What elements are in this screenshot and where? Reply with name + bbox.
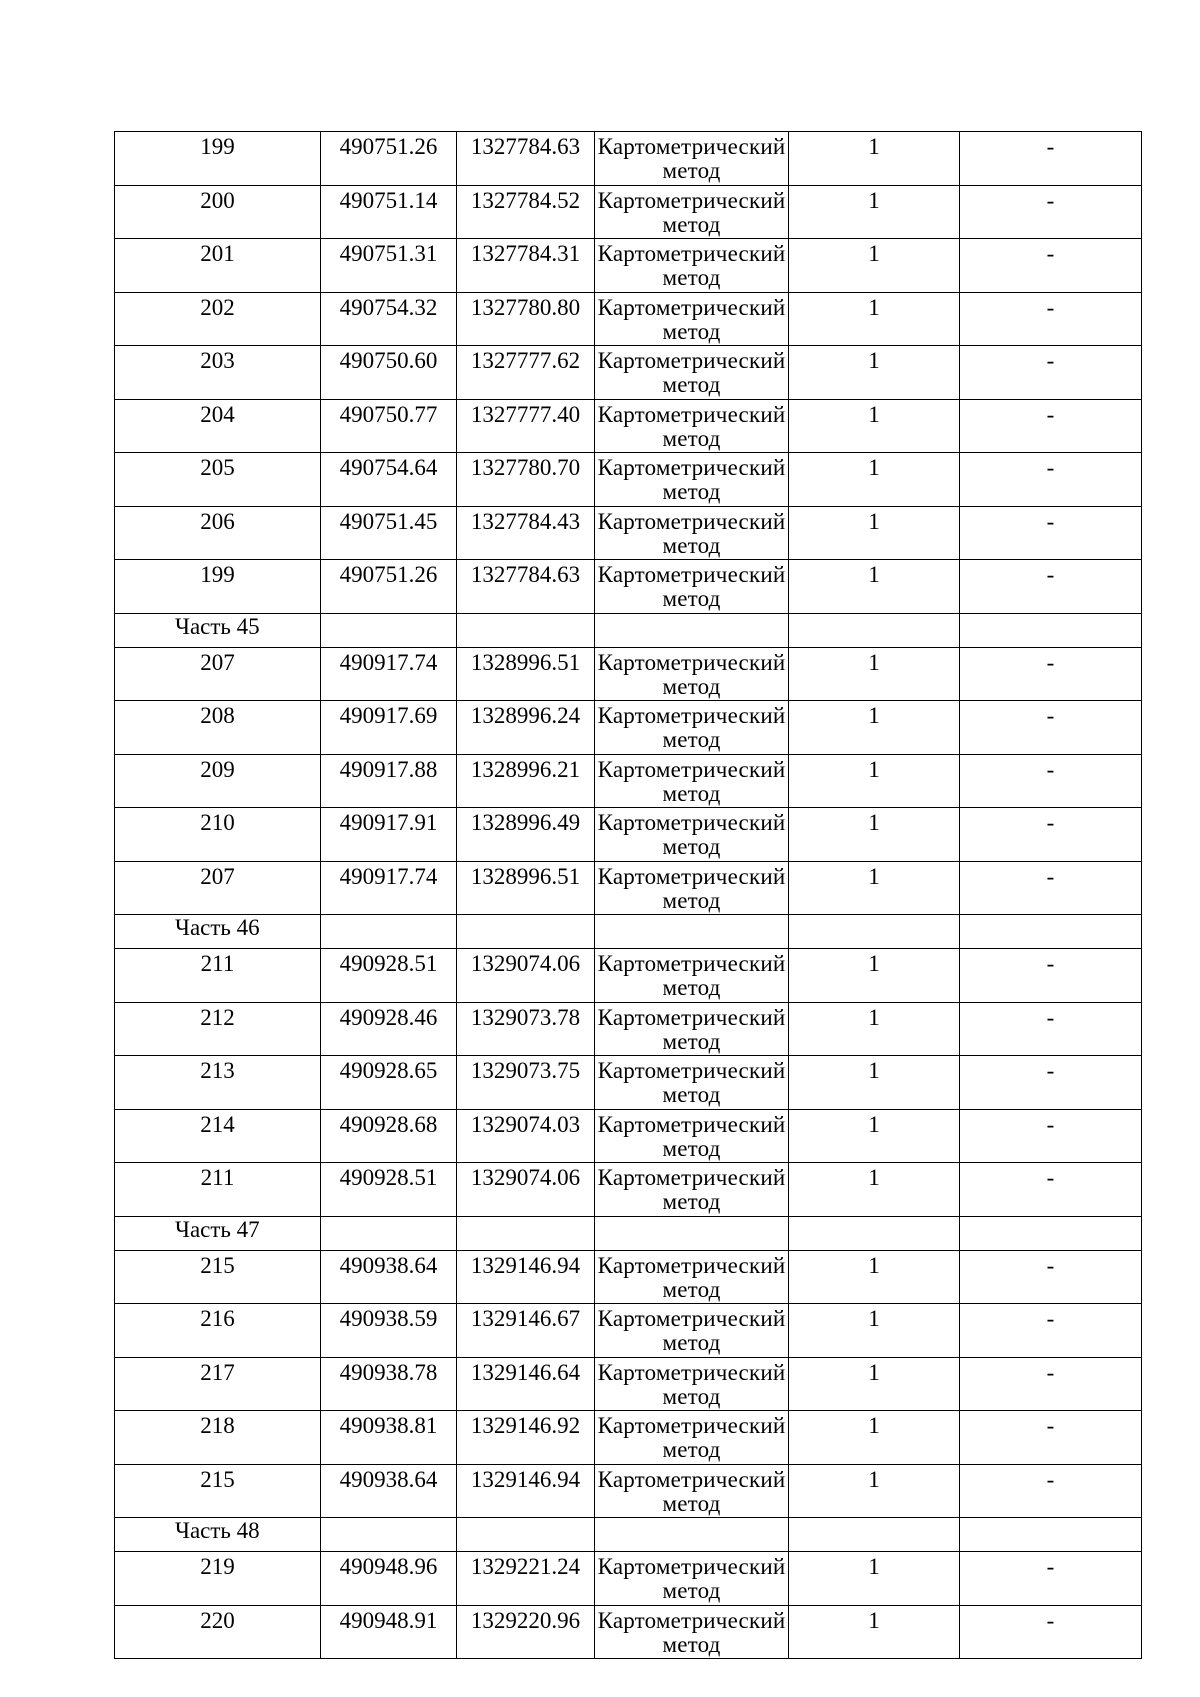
- note-cell: -: [960, 701, 1142, 755]
- method-cell: [595, 808, 789, 862]
- method-cell: [595, 1163, 789, 1217]
- accuracy-cell: 1: [789, 239, 960, 293]
- method-line-2: метод: [662, 1028, 721, 1054]
- part-row: [115, 915, 1142, 949]
- x-coordinate-cell: 490754.32: [321, 292, 457, 346]
- accuracy-cell: 1: [789, 1250, 960, 1304]
- method-cell: [595, 949, 789, 1003]
- x-coordinate-cell: 490751.26: [321, 132, 457, 186]
- accuracy-cell: 1: [789, 132, 960, 186]
- method-line-1: Картометрический: [597, 1111, 786, 1137]
- point-number-cell: 199: [115, 560, 321, 614]
- x-coordinate-cell: 490948.91: [321, 1605, 457, 1659]
- accuracy-cell: 1: [789, 399, 960, 453]
- point-number-cell: 207: [115, 861, 321, 915]
- table-row: [115, 1552, 1142, 1606]
- method-line-1: Картометрический: [597, 1004, 786, 1030]
- method-line-2: метод: [662, 532, 721, 558]
- note-cell: -: [960, 861, 1142, 915]
- empty-cell: [789, 1518, 960, 1552]
- method-line-1: Картометрический: [597, 703, 786, 728]
- x-coordinate-cell: 490928.51: [321, 1163, 457, 1217]
- method-cell: [595, 1056, 789, 1110]
- table-row: [115, 1163, 1142, 1217]
- method-line-2: метод: [662, 1330, 721, 1355]
- method-line-2: метод: [662, 1490, 721, 1516]
- x-coordinate-cell: 490928.65: [321, 1056, 457, 1110]
- y-coordinate-cell: 1327784.63: [457, 132, 595, 186]
- table-row: [115, 1056, 1142, 1110]
- y-coordinate-cell: 1329146.94: [457, 1250, 595, 1304]
- table-row: [115, 346, 1142, 400]
- method-line-2: метод: [662, 1082, 721, 1107]
- method-line-1: Картометрический: [597, 1359, 786, 1385]
- point-number-cell: 211: [115, 949, 321, 1003]
- method-line-1: Картометрический: [597, 1554, 786, 1579]
- y-coordinate-cell: 1327780.80: [457, 292, 595, 346]
- part-label: Часть 46: [115, 915, 321, 949]
- table-row: [115, 453, 1142, 507]
- accuracy-cell: 1: [789, 1411, 960, 1465]
- method-cell: [595, 1002, 789, 1056]
- note-cell: -: [960, 949, 1142, 1003]
- x-coordinate-cell: 490917.74: [321, 861, 457, 915]
- table-row: [115, 861, 1142, 915]
- empty-cell: [960, 915, 1142, 949]
- table-row: [115, 754, 1142, 808]
- point-number-cell: 215: [115, 1464, 321, 1518]
- method-cell: [595, 1250, 789, 1304]
- note-cell: -: [960, 1357, 1142, 1411]
- y-coordinate-cell: 1328996.49: [457, 808, 595, 862]
- note-cell: -: [960, 1109, 1142, 1163]
- x-coordinate-cell: 490750.60: [321, 346, 457, 400]
- point-number-cell: 212: [115, 1002, 321, 1056]
- empty-cell: [457, 915, 595, 949]
- method-cell: [595, 1411, 789, 1465]
- method-line-2: метод: [662, 887, 721, 913]
- method-line-2: метод: [662, 1631, 721, 1657]
- y-coordinate-cell: 1329146.64: [457, 1357, 595, 1411]
- note-cell: -: [960, 1464, 1142, 1518]
- y-coordinate-cell: 1327784.52: [457, 185, 595, 239]
- method-line-2: метод: [662, 586, 721, 611]
- y-coordinate-cell: 1328996.51: [457, 861, 595, 915]
- table-row: [115, 560, 1142, 614]
- point-number-cell: 208: [115, 701, 321, 755]
- method-line-2: метод: [662, 1437, 721, 1462]
- y-coordinate-cell: 1329146.94: [457, 1464, 595, 1518]
- method-line-2: метод: [662, 780, 721, 806]
- empty-cell: [457, 613, 595, 647]
- y-coordinate-cell: 1328996.51: [457, 647, 595, 701]
- method-line-2: метод: [662, 1276, 721, 1302]
- method-line-1: Картометрический: [597, 241, 786, 266]
- empty-cell: [960, 1216, 1142, 1250]
- table-row: [115, 701, 1142, 755]
- method-line-1: Картометрический: [597, 508, 786, 534]
- note-cell: -: [960, 292, 1142, 346]
- note-cell: -: [960, 185, 1142, 239]
- method-line-1: Картометрический: [597, 134, 786, 159]
- accuracy-cell: 1: [789, 560, 960, 614]
- table-row: [115, 292, 1142, 346]
- method-line-2: метод: [662, 318, 721, 344]
- part-label: Часть 47: [115, 1216, 321, 1250]
- y-coordinate-cell: 1327784.31: [457, 239, 595, 293]
- method-cell: [595, 292, 789, 346]
- part-row: [115, 1216, 1142, 1250]
- point-number-cell: 210: [115, 808, 321, 862]
- method-cell: [595, 701, 789, 755]
- y-coordinate-cell: 1327780.70: [457, 453, 595, 507]
- method-line-2: метод: [662, 975, 721, 1000]
- note-cell: -: [960, 1250, 1142, 1304]
- method-cell: [595, 1552, 789, 1606]
- method-line-1: Картометрический: [597, 863, 786, 889]
- point-number-cell: 201: [115, 239, 321, 293]
- empty-cell: [595, 1216, 789, 1250]
- x-coordinate-cell: 490750.77: [321, 399, 457, 453]
- point-number-cell: 203: [115, 346, 321, 400]
- accuracy-cell: 1: [789, 1357, 960, 1411]
- method-line-1: Картометрический: [597, 1058, 786, 1083]
- method-line-2: метод: [662, 265, 721, 290]
- note-cell: -: [960, 399, 1142, 453]
- accuracy-cell: 1: [789, 861, 960, 915]
- part-row: [115, 613, 1142, 647]
- x-coordinate-cell: 490938.59: [321, 1304, 457, 1358]
- method-cell: [595, 346, 789, 400]
- table-row: [115, 1109, 1142, 1163]
- table-row: [115, 808, 1142, 862]
- note-cell: -: [960, 346, 1142, 400]
- point-number-cell: 219: [115, 1552, 321, 1606]
- coordinates-table: [114, 131, 1142, 1659]
- table-row: [115, 239, 1142, 293]
- accuracy-cell: 1: [789, 1605, 960, 1659]
- accuracy-cell: 1: [789, 1163, 960, 1217]
- note-cell: -: [960, 560, 1142, 614]
- method-cell: [595, 861, 789, 915]
- accuracy-cell: 1: [789, 346, 960, 400]
- empty-cell: [960, 1518, 1142, 1552]
- method-cell: [595, 1464, 789, 1518]
- method-line-1: Картометрический: [597, 1165, 786, 1190]
- x-coordinate-cell: 490917.88: [321, 754, 457, 808]
- table-row: [115, 399, 1142, 453]
- x-coordinate-cell: 490751.45: [321, 506, 457, 560]
- empty-cell: [321, 1518, 457, 1552]
- method-line-1: Картометрический: [597, 1607, 786, 1633]
- method-cell: [595, 453, 789, 507]
- method-cell: [595, 239, 789, 293]
- y-coordinate-cell: 1329074.06: [457, 949, 595, 1003]
- note-cell: -: [960, 808, 1142, 862]
- method-line-2: метод: [662, 1135, 721, 1161]
- table-row: [115, 1250, 1142, 1304]
- x-coordinate-cell: 490928.68: [321, 1109, 457, 1163]
- y-coordinate-cell: 1327784.43: [457, 506, 595, 560]
- x-coordinate-cell: 490917.91: [321, 808, 457, 862]
- point-number-cell: 217: [115, 1357, 321, 1411]
- point-number-cell: 207: [115, 647, 321, 701]
- method-line-2: метод: [662, 834, 721, 859]
- point-number-cell: 205: [115, 453, 321, 507]
- empty-cell: [789, 613, 960, 647]
- point-number-cell: 216: [115, 1304, 321, 1358]
- x-coordinate-cell: 490938.64: [321, 1464, 457, 1518]
- method-line-2: метод: [662, 727, 721, 752]
- coordinates-table-body: [115, 132, 1142, 1659]
- table-row: [115, 1002, 1142, 1056]
- method-line-1: Картометрический: [597, 187, 786, 213]
- accuracy-cell: 1: [789, 1552, 960, 1606]
- note-cell: -: [960, 132, 1142, 186]
- method-line-1: Картометрический: [597, 810, 786, 835]
- method-line-1: Картометрический: [597, 951, 786, 976]
- empty-cell: [321, 613, 457, 647]
- method-cell: [595, 185, 789, 239]
- note-cell: -: [960, 1002, 1142, 1056]
- table-row: [115, 132, 1142, 186]
- y-coordinate-cell: 1329074.03: [457, 1109, 595, 1163]
- y-coordinate-cell: 1329220.96: [457, 1605, 595, 1659]
- method-line-1: Картометрический: [597, 401, 786, 427]
- method-line-2: метод: [662, 425, 721, 451]
- point-number-cell: 218: [115, 1411, 321, 1465]
- method-line-1: Картометрический: [597, 455, 786, 480]
- y-coordinate-cell: 1329073.75: [457, 1056, 595, 1110]
- x-coordinate-cell: 490928.51: [321, 949, 457, 1003]
- point-number-cell: 200: [115, 185, 321, 239]
- point-number-cell: 220: [115, 1605, 321, 1659]
- method-line-1: Картометрический: [597, 1306, 786, 1331]
- x-coordinate-cell: 490938.64: [321, 1250, 457, 1304]
- method-cell: [595, 1605, 789, 1659]
- note-cell: -: [960, 754, 1142, 808]
- accuracy-cell: 1: [789, 949, 960, 1003]
- accuracy-cell: 1: [789, 808, 960, 862]
- x-coordinate-cell: 490917.69: [321, 701, 457, 755]
- table-row: [115, 1411, 1142, 1465]
- point-number-cell: 211: [115, 1163, 321, 1217]
- method-cell: [595, 1109, 789, 1163]
- accuracy-cell: 1: [789, 701, 960, 755]
- part-label: Часть 48: [115, 1518, 321, 1552]
- accuracy-cell: 1: [789, 1002, 960, 1056]
- note-cell: -: [960, 647, 1142, 701]
- empty-cell: [321, 915, 457, 949]
- note-cell: -: [960, 1056, 1142, 1110]
- method-line-2: метод: [662, 372, 721, 397]
- y-coordinate-cell: 1327784.63: [457, 560, 595, 614]
- accuracy-cell: 1: [789, 647, 960, 701]
- y-coordinate-cell: 1329146.92: [457, 1411, 595, 1465]
- x-coordinate-cell: 490928.46: [321, 1002, 457, 1056]
- y-coordinate-cell: 1329146.67: [457, 1304, 595, 1358]
- method-line-2: метод: [662, 1383, 721, 1409]
- note-cell: -: [960, 1304, 1142, 1358]
- x-coordinate-cell: 490754.64: [321, 453, 457, 507]
- y-coordinate-cell: 1329073.78: [457, 1002, 595, 1056]
- method-cell: [595, 132, 789, 186]
- table-row: [115, 185, 1142, 239]
- empty-cell: [457, 1518, 595, 1552]
- note-cell: -: [960, 1411, 1142, 1465]
- point-number-cell: 204: [115, 399, 321, 453]
- point-number-cell: 199: [115, 132, 321, 186]
- note-cell: -: [960, 1605, 1142, 1659]
- table-row: [115, 1464, 1142, 1518]
- empty-cell: [960, 613, 1142, 647]
- point-number-cell: 202: [115, 292, 321, 346]
- empty-cell: [595, 1518, 789, 1552]
- note-cell: -: [960, 506, 1142, 560]
- x-coordinate-cell: 490751.14: [321, 185, 457, 239]
- empty-cell: [789, 915, 960, 949]
- method-line-1: Картометрический: [597, 1252, 786, 1278]
- accuracy-cell: 1: [789, 1109, 960, 1163]
- note-cell: -: [960, 239, 1142, 293]
- method-line-2: метод: [662, 1578, 721, 1603]
- method-line-1: Картометрический: [597, 348, 786, 373]
- part-label: Часть 45: [115, 613, 321, 647]
- accuracy-cell: 1: [789, 754, 960, 808]
- method-line-2: метод: [662, 211, 721, 237]
- note-cell: -: [960, 1163, 1142, 1217]
- method-cell: [595, 399, 789, 453]
- accuracy-cell: 1: [789, 1464, 960, 1518]
- note-cell: -: [960, 453, 1142, 507]
- method-cell: [595, 754, 789, 808]
- method-line-2: метод: [662, 158, 721, 183]
- method-line-2: метод: [662, 479, 721, 504]
- method-line-1: Картометрический: [597, 294, 786, 320]
- method-cell: [595, 1357, 789, 1411]
- accuracy-cell: 1: [789, 185, 960, 239]
- method-line-1: Картометрический: [597, 756, 786, 782]
- empty-cell: [321, 1216, 457, 1250]
- empty-cell: [789, 1216, 960, 1250]
- x-coordinate-cell: 490938.81: [321, 1411, 457, 1465]
- point-number-cell: 206: [115, 506, 321, 560]
- x-coordinate-cell: 490917.74: [321, 647, 457, 701]
- table-row: [115, 1605, 1142, 1659]
- method-line-1: Картометрический: [597, 562, 786, 587]
- method-cell: [595, 506, 789, 560]
- x-coordinate-cell: 490938.78: [321, 1357, 457, 1411]
- y-coordinate-cell: 1329074.06: [457, 1163, 595, 1217]
- method-line-1: Картометрический: [597, 649, 786, 675]
- point-number-cell: 215: [115, 1250, 321, 1304]
- y-coordinate-cell: 1328996.24: [457, 701, 595, 755]
- method-line-2: метод: [662, 1189, 721, 1214]
- note-cell: -: [960, 1552, 1142, 1606]
- accuracy-cell: 1: [789, 1056, 960, 1110]
- accuracy-cell: 1: [789, 506, 960, 560]
- y-coordinate-cell: 1328996.21: [457, 754, 595, 808]
- y-coordinate-cell: 1329221.24: [457, 1552, 595, 1606]
- x-coordinate-cell: 490751.26: [321, 560, 457, 614]
- empty-cell: [595, 613, 789, 647]
- table-row: [115, 949, 1142, 1003]
- part-row: [115, 1518, 1142, 1552]
- method-cell: [595, 647, 789, 701]
- point-number-cell: 213: [115, 1056, 321, 1110]
- x-coordinate-cell: 490751.31: [321, 239, 457, 293]
- y-coordinate-cell: 1327777.62: [457, 346, 595, 400]
- point-number-cell: 209: [115, 754, 321, 808]
- method-line-1: Картометрический: [597, 1466, 786, 1492]
- accuracy-cell: 1: [789, 453, 960, 507]
- empty-cell: [595, 915, 789, 949]
- method-line-1: Картометрический: [597, 1413, 786, 1438]
- table-row: [115, 1357, 1142, 1411]
- table-row: [115, 1304, 1142, 1358]
- y-coordinate-cell: 1327777.40: [457, 399, 595, 453]
- accuracy-cell: 1: [789, 292, 960, 346]
- accuracy-cell: 1: [789, 1304, 960, 1358]
- x-coordinate-cell: 490948.96: [321, 1552, 457, 1606]
- point-number-cell: 214: [115, 1109, 321, 1163]
- table-row: [115, 647, 1142, 701]
- method-line-2: метод: [662, 673, 721, 699]
- table-row: [115, 506, 1142, 560]
- method-cell: [595, 560, 789, 614]
- method-cell: [595, 1304, 789, 1358]
- empty-cell: [457, 1216, 595, 1250]
